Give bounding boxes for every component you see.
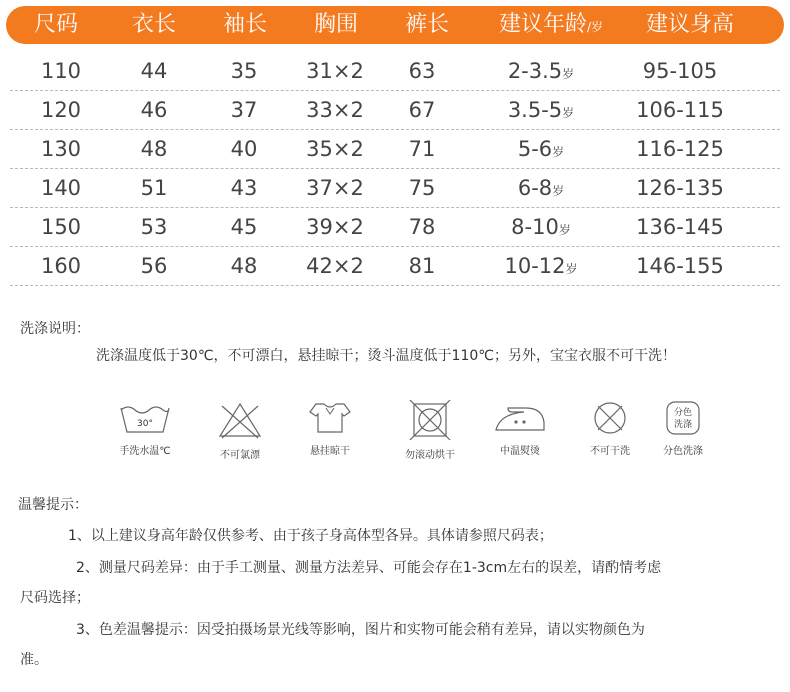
cell-chest: 39×2 <box>306 215 364 239</box>
care-item-iron-medium <box>480 400 560 457</box>
tip-item-1: 1、以上建议身高年龄仅供参考、由于孩子身高体型各异。具体请参照尺码表； <box>68 528 553 544</box>
tip-item-3: 3、色差温馨提示：因受拍摄场景光线等影响，图片和实物可能会稍有差异，请以实物颜色为 <box>76 622 645 638</box>
table-row <box>10 208 780 247</box>
cell-age: 6-8岁 <box>517 176 565 200</box>
cell-chest: 42×2 <box>306 254 364 278</box>
table-row <box>10 169 780 208</box>
cell-length: 48 <box>140 137 168 161</box>
icon-label: 不可氯漂 <box>220 450 260 461</box>
cell-height: 106-115 <box>636 98 724 122</box>
cell-length: 46 <box>140 98 168 122</box>
cell-pants: 71 <box>408 137 436 161</box>
cell-height: 126-135 <box>636 176 724 200</box>
cell-pants: 81 <box>408 254 436 278</box>
cell-chest: 33×2 <box>306 98 364 122</box>
table-row <box>10 91 780 130</box>
cell-size: 150 <box>40 215 82 239</box>
cell-length: 56 <box>140 254 168 278</box>
washing-description: 洗涤温度低于30℃，不可漂白，悬挂晾干；烫斗温度低于110℃；另外，宝宝衣服不可干洗！ <box>96 348 676 364</box>
header-age: 建议年龄/岁 <box>498 12 604 37</box>
icon-label: 不可干洗 <box>590 446 630 457</box>
header-size: 尺码 <box>33 12 79 37</box>
no-bleach-icon <box>212 400 268 440</box>
cell-sleeve: 48 <box>230 254 258 278</box>
header-length: 衣长 <box>131 12 177 37</box>
cell-sleeve: 37 <box>230 98 258 122</box>
tip-item-2: 2、测量尺码差异：由于手工测量、测量方法差异、可能会存在1-3cm左右的误差，请酌情考虑 <box>76 560 662 576</box>
cell-pants: 63 <box>408 59 436 83</box>
size-table-header <box>6 6 784 44</box>
cell-age: 2-3.5岁 <box>507 59 575 83</box>
header-chest: 胸围 <box>313 12 359 37</box>
cell-sleeve: 45 <box>230 215 258 239</box>
cell-age: 8-10岁 <box>511 215 571 239</box>
care-item-separate-wash <box>643 400 723 457</box>
care-item-hang-dry <box>290 400 370 457</box>
icon-label: 手洗水温℃ <box>119 446 171 457</box>
table-row <box>10 52 780 91</box>
hang-dry-icon <box>302 400 358 436</box>
cell-size: 160 <box>40 254 82 278</box>
header-pants: 裤长 <box>404 12 450 37</box>
cell-chest: 37×2 <box>306 176 364 200</box>
cell-age: 5-6岁 <box>517 137 565 161</box>
cell-sleeve: 35 <box>230 59 258 83</box>
cell-size: 110 <box>40 59 82 83</box>
table-row <box>10 130 780 169</box>
cell-pants: 75 <box>408 176 436 200</box>
cell-age: 3.5-5岁 <box>507 98 575 122</box>
cell-height: 116-125 <box>636 137 724 161</box>
separate-wash-icon <box>655 400 711 436</box>
hand-wash-icon <box>117 400 173 436</box>
cell-pants: 67 <box>408 98 436 122</box>
cell-chest: 31×2 <box>306 59 364 83</box>
care-item-no-bleach <box>200 400 280 461</box>
cell-size: 140 <box>40 176 82 200</box>
cell-size: 130 <box>40 137 82 161</box>
washing-title: 洗涤说明： <box>20 321 90 337</box>
icon-label: 勿滚动烘干 <box>405 450 455 461</box>
cell-sleeve: 40 <box>230 137 258 161</box>
no-tumble-dry-icon <box>402 400 458 440</box>
cell-chest: 35×2 <box>306 137 364 161</box>
separate-wash-badge-line1: 分色 <box>673 408 693 418</box>
cell-height: 136-145 <box>636 215 724 239</box>
care-item-hand-wash <box>105 400 185 457</box>
header-sleeve: 袖长 <box>222 12 268 37</box>
tips-title: 温馨提示： <box>18 497 88 513</box>
care-item-no-dry-clean <box>570 400 650 457</box>
cell-height: 146-155 <box>636 254 724 278</box>
care-item-no-tumble-dry <box>390 400 470 461</box>
cell-height: 95-105 <box>642 59 718 83</box>
cell-age: 10-12岁 <box>504 254 578 278</box>
header-height: 建议身高 <box>645 12 735 37</box>
cell-pants: 78 <box>408 215 436 239</box>
no-dry-clean-icon <box>582 400 638 436</box>
icon-label: 中温熨烫 <box>500 446 540 457</box>
table-row <box>10 247 780 286</box>
separate-wash-badge-line2: 洗涤 <box>673 420 693 430</box>
tip-item-2-cont: 尺码选择； <box>20 590 90 606</box>
cell-length: 51 <box>140 176 168 200</box>
iron-medium-icon <box>490 400 550 436</box>
icon-label: 悬挂晾干 <box>310 446 350 457</box>
cell-size: 120 <box>40 98 82 122</box>
cell-length: 53 <box>140 215 168 239</box>
cell-length: 44 <box>140 59 168 83</box>
icon-label: 分色洗涤 <box>663 446 703 457</box>
tip-item-3-cont: 准。 <box>20 652 48 668</box>
cell-sleeve: 43 <box>230 176 258 200</box>
hand-wash-temp: 30° <box>137 419 153 429</box>
